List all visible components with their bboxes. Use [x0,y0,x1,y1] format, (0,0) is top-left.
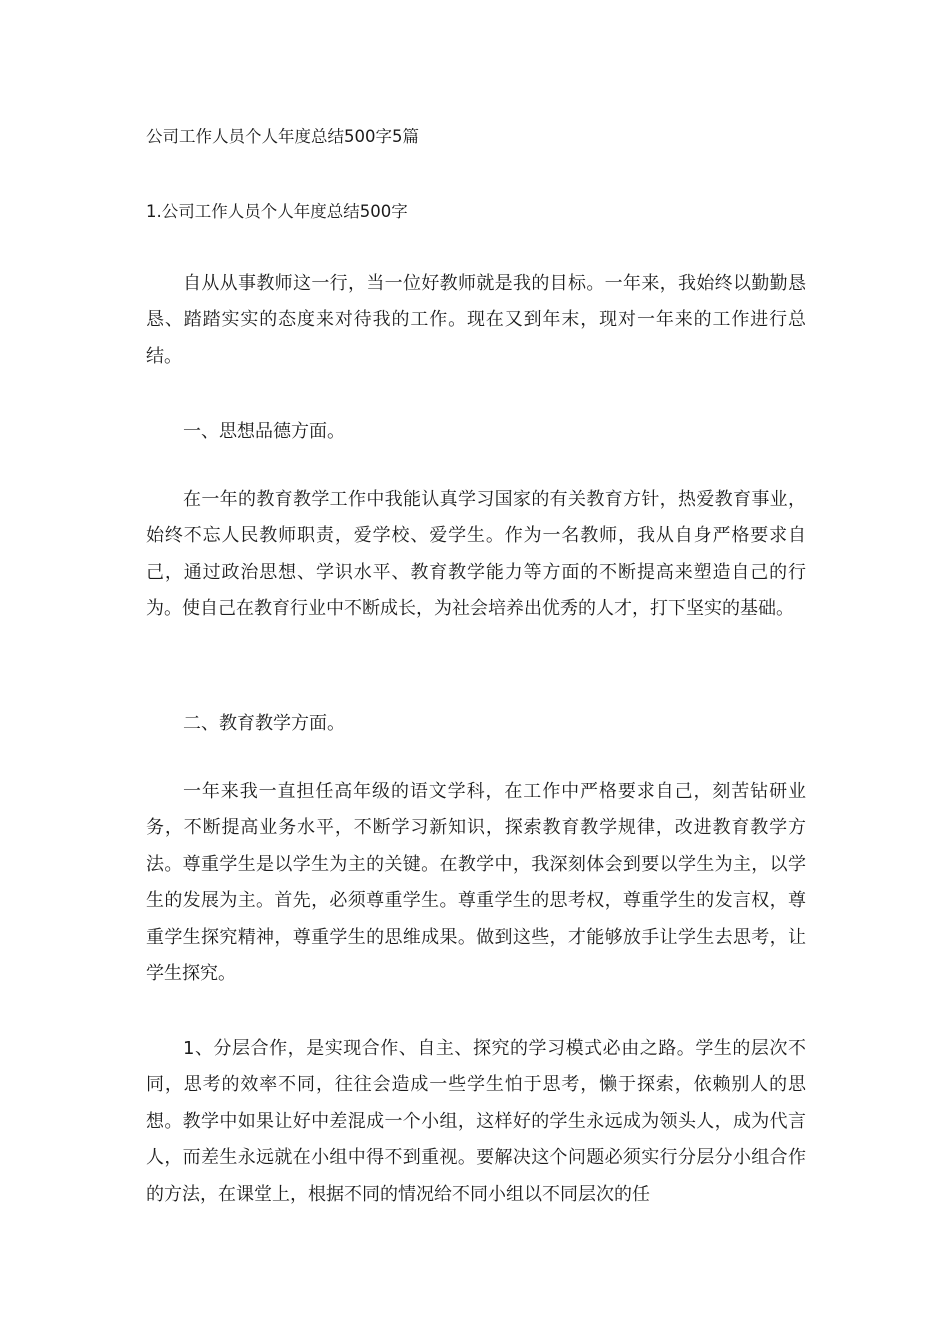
intro-paragraph: 自从从事教师这一行，当一位好教师就是我的目标。一年来，我始终以勤勤恳恳、踏踏实实的态度来对待我的工作。现在又到年末，现对一年来的工作进行总结。 [146,273,806,367]
layered-cooperation-paragraph: 1、分层合作，是实现合作、自主、探究的学习模式必由之路。学生的层次不同，思考的效率不同，往往会造成一些学生怕于思考，懒于探索，依赖别人的思想。教学中如果让好中差混成一个小组，这样好的学生永远成为领头人，成为代言人，而差生永远就在小组中得不到重视。要解决这个问题必须实行分层分小组合作的方法，在课堂上，根据不同的情况给不同小组以不同层次的任 [146,1038,806,1205]
heading-ideology: 一、思想品德方面。 [183,421,345,442]
document-title: 公司工作人员个人年度总结500字5篇 [146,127,419,146]
heading-teaching: 二、教育教学方面。 [183,713,345,734]
ideology-paragraph: 在一年的教育教学工作中我能认真学习国家的有关教育方针，热爱教育事业，始终不忘人民教师职责，爱学校、爱学生。作为一名教师，我从自身严格要求自己，通过政治思想、学识水平、教育教学能力等方面的不断提高来塑造自己的行为。使自己在教育行业中不断成长，为社会培养出优秀的人才，打下坚实的基础。 [146,489,806,620]
section-title: 1.公司工作人员个人年度总结500字 [146,202,408,221]
teaching-paragraph: 一年来我一直担任高年级的语文学科，在工作中严格要求自己，刻苦钻研业务，不断提高业务水平，不断学习新知识，探索教育教学规律，改进教育教学方法。尊重学生是以学生为主的关键。在教学中，我深刻体会到要以学生为主，以学生的发展为主。首先，必须尊重学生。尊重学生的思考权，尊重学生的发言权，尊重学生探究精神，尊重学生的思维成果。做到这些，才能够放手让学生去思考，让学生探究。 [146,781,806,985]
